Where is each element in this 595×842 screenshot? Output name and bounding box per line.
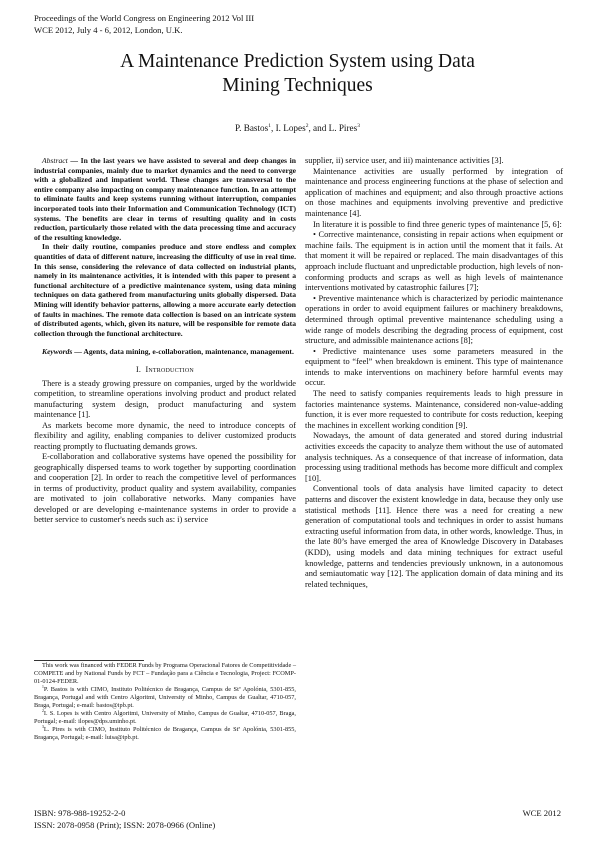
intro-body (34, 379, 296, 526)
abstract-text-1: In the last years we have assisted to several and deep changes in industrial companies, mainly due to market dynamics and the need to converge with a globalized and impatient world. These changes are transversal to the entire company also impacting on company maintenance function. In an attempt to eliminate faults and keep systems running without interruption, companies incorporated tools into their Information and Communication Technology (ICT) systems. The benefits are clear in terms of resulting quality and in costs reduction, particularly those related with the data processing time and accuracy of the resulting knowledge. (34, 156, 297, 242)
body-paragraph-3: In literature it is possible to find three generic types of maintenance [5, 6]: (313, 219, 562, 229)
abstract-paragraph-2: In their daily routine, companies produce and store endless and complex quantities of data of different nature, increasing the difficulty of use in real time. In this sense, considering the relevance of data collected on industrial plants, namely in its maintenance activities, it is intended with this paper to present a functional architecture of a predictive maintenance system, using data mining techniques on data gathered from manufacturing units globally dispersed. Data Mining will identify behavior patterns, allowing a more accurate early detection of faults in machines. The remote data collection is based on an intricate system of distributed agents, which, given its nature, will be responsible for remote data collection through the functional architecture. (34, 242, 296, 338)
footer-conference: WCE 2012 (522, 808, 561, 818)
author-2-affil: 2 (305, 122, 309, 129)
body-paragraph-2: Maintenance activities are usually performed by integration of maintenance and process engineering functions at the phase of selection and application of machines and equipment; and also through proactive actions on those machines and equipments involving preventive and predictive maintenance [4]. (305, 166, 563, 218)
abstract-label: Abstract (42, 156, 68, 165)
running-header-proceedings: Proceedings of the World Congress on Engineering 2012 Vol III (34, 13, 255, 23)
footnote-2-marker: 2 (42, 708, 44, 713)
footnote-rule (34, 660, 144, 661)
footnote-1 (34, 686, 296, 710)
left-column (34, 156, 296, 526)
footnote-2 (34, 710, 296, 726)
body-paragraph-8: Nowadays, the amount of data generated and stored during industrial activities exceeds the capacity to analyze them without the use of automated analysis techniques. As a consequence of that increase of information, data processing using traditional methods has become more difficult and complex [10]. (305, 431, 563, 483)
right-column (305, 156, 563, 590)
section-heading-introduction (34, 365, 296, 375)
body-paragraph-7: The need to satisfy companies requirements leads to high pressure in factories maintenance systems. Maintenance, considered non-value-adding function, it is ever more requested to contribute for costs reduction, keeping the machines in excellent working condition [9]. (305, 389, 563, 430)
paper-title-line-1: A Maintenance Prediction System using Data (120, 51, 475, 72)
keywords (34, 347, 296, 357)
bullet-corrective: • Corrective maintenance, consisting in repair actions when equipment or machine fails. The equipment is in action until the moment that it fails. At that moment it will be repaired or replaced. The main disadvantages of this approach include fluctuant and unpredictable production, high levels of non-conforming products and scraps as well as high levels of maintenance interventions motivated by catastrophic failures [7]; (305, 230, 563, 293)
footnotes (34, 662, 296, 742)
author-3-affil: 3 (357, 122, 360, 129)
intro-paragraph-3: E-collaboration and collaborative systems have opened the possibility for geographically dispersed teams to work together by supporting coordination and cooperation [2]. In order to reach the competitive level of performances in terms of productivity, product quality and system availability, companies are motivated to join collaborative networks. Many companies have developed or are developing e-maintenance systems in order to provide a better service to customer's needs such as: i) service (34, 452, 296, 525)
body-paragraph-9: Conventional tools of data analysis have limited capacity to detect patterns and discover the existent knowledge in data, because they only use statistical methods [11]. Hence there was a need for creating a new generation of computational tools and techniques in order to assist humans extracting useful information from data, in other words, knowledge. Thus, in the late 80’s have emerged the area of Knowledge Discovery in Databases (KDD), using models and data mining techniques for extract useful knowledge, patterns and tendencies previously unknown, in a autonomous and semiautomatic way [12]. The application domain of data mining and its related techniques, (305, 484, 563, 589)
footer-issn: ISSN: 2078-0958 (Print); ISSN: 2078-0966 (Online) (34, 820, 216, 830)
intro-paragraph-1: There is a steady growing pressure on companies, urged by the worldwide competition, to streamline operations involving product and product related manufacturing system design, product manufacturing and system maintenance [1]. (34, 378, 296, 420)
bullet-preventive: • Preventive maintenance which is characterized by periodic maintenance operations in order to avoid equipment failures or machinery breakdowns, determined through optimal preventive maintenance scheduling using a wide range of models describing the degrading process of equipment, cost structure, and admissible maintenance actions [8]; (305, 293, 563, 346)
author-1: P. Bastos (235, 123, 269, 133)
author-separator-2: , and (308, 123, 329, 133)
running-header-conference: WCE 2012, July 4 - 6, 2012, London, U.K. (34, 25, 183, 35)
author-1-affil: 1 (268, 122, 271, 129)
footer-isbn: ISBN: 978-988-19252-2-0 (34, 808, 126, 818)
author-list (40, 122, 555, 134)
footnote-3-marker: 3 (42, 724, 44, 729)
section-title: Introduction (145, 364, 194, 374)
intro-paragraph-2: As markets become more dynamic, the need to introduce concepts of flexibility and agility, enabling companies to deliver customized products reacting promptly to fluctuating demands grows. (34, 420, 296, 451)
abstract-paragraph-1 (34, 156, 296, 242)
abstract-dash: — (67, 156, 81, 165)
paper-title (40, 50, 555, 98)
footnote-1-text: P. Bastos is with CIMO, Instituto Politécnico de Bragança, Campus de Stª Apolónia, 5301-855, Bragança, Portugal and with Centro Algoritmi, University of Minho, Campus de Gualtar, 4710-057, Braga, Portugal; e-mail: bastos@ipb.pt. (34, 686, 296, 709)
footnote-1-marker: 1 (42, 684, 44, 689)
keywords-text: Agents, data mining, e-collaboration, maintenance, management. (83, 347, 294, 357)
bullet-predictive: • Predictive maintenance uses some parameters measured in the equipment to “feel” when breakdown is eminent. This type of maintenance intends to make interventions on machinery before harmful events may occur. (305, 346, 563, 388)
paper-title-line-2: Mining Techniques (222, 75, 373, 96)
footnote-3-text: L. Pires is with CIMO, Instituto Politécnico de Bragança, Campus de Stª Apolónia, 5301-855, Bragança, Portugal; e-mail: luisa@ipb.pt. (34, 726, 296, 741)
footnote-2-text: I. S. Lopes is with Centro Algoritmi, University of Minho, Campus de Gualtar, 4710-057, Braga, Portugal; e-mail: ilopes@dps.uminho.pt. (34, 710, 296, 725)
footnote-3 (34, 726, 296, 742)
author-3: L. Pires (328, 123, 358, 133)
author-2: I. Lopes (275, 123, 306, 133)
footnote-funding: This work was financed with FEDER Funds by Programa Operacional Fatores de Competitividade – COMPETE and by National Funds by FCT – Fundação para a Ciência e Tecnologia, Project: FCOMP-01-0124-FEDER. (34, 662, 296, 685)
keywords-label: Keywords (42, 347, 73, 357)
author-separator-1: , (270, 123, 276, 133)
section-number: I. (136, 364, 142, 374)
body-paragraph-1: supplier, ii) service user, and iii) maintenance activities [3]. (305, 156, 504, 165)
keywords-dash: — (72, 347, 84, 357)
